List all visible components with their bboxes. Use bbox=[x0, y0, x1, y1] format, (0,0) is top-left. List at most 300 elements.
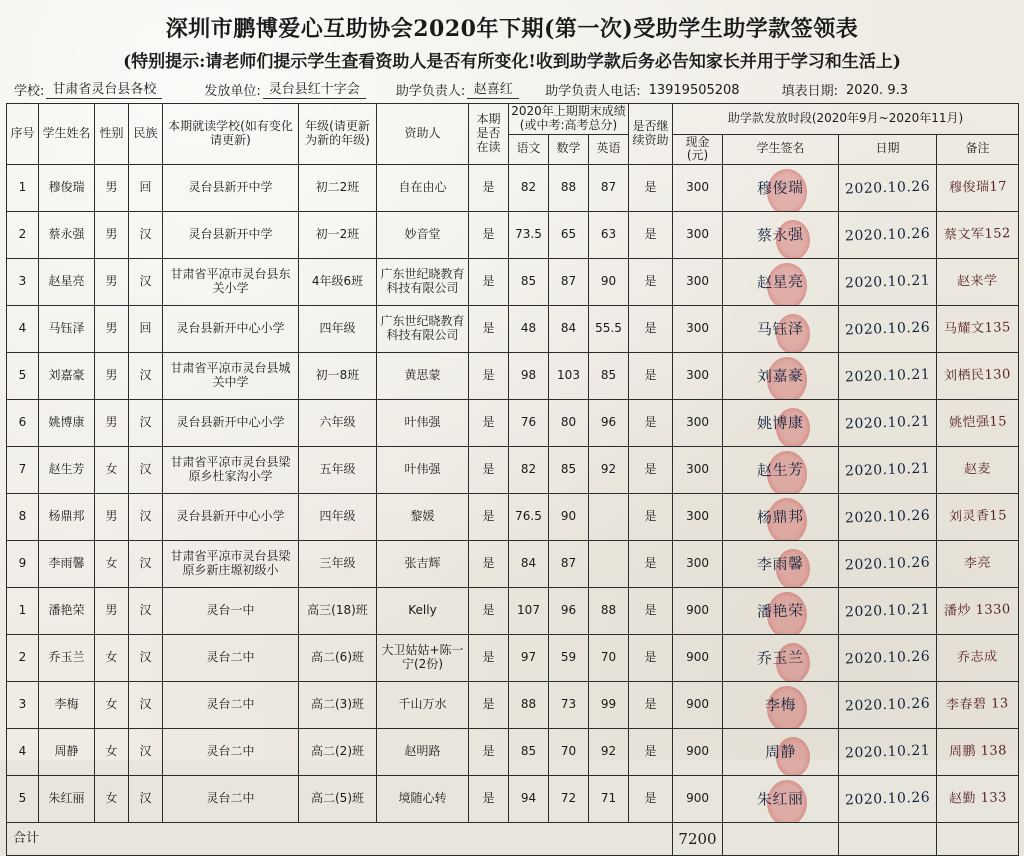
date-text: 2020.10.21 bbox=[844, 742, 931, 762]
cell-date bbox=[839, 212, 937, 259]
cell-date bbox=[839, 259, 937, 306]
date-text: 2020.10.21 bbox=[844, 272, 931, 292]
cell-ethnicity: 回 bbox=[129, 306, 163, 353]
cell-index: 5 bbox=[7, 776, 39, 823]
cell-remark bbox=[937, 776, 1019, 823]
cell-cash: 300 bbox=[673, 541, 723, 588]
cell-sponsor: 叶伟强 bbox=[377, 400, 469, 447]
cell-index: 5 bbox=[7, 353, 39, 400]
total-label: 合计 bbox=[7, 823, 673, 856]
cell-cash: 300 bbox=[673, 447, 723, 494]
table-row bbox=[7, 588, 1019, 635]
cell-grade: 三年级 bbox=[299, 541, 377, 588]
cell-chinese: 48 bbox=[509, 306, 549, 353]
cell-sponsor: 自在由心 bbox=[377, 165, 469, 212]
cell-sponsor: 千山万水 bbox=[377, 682, 469, 729]
cell-chinese: 76 bbox=[509, 400, 549, 447]
remark-text: 乔志成 bbox=[957, 649, 998, 666]
cell-english: 99 bbox=[589, 682, 629, 729]
cell-ethnicity: 汉 bbox=[129, 494, 163, 541]
cell-grade: 高三(18)班 bbox=[299, 588, 377, 635]
cell-grade: 六年级 bbox=[299, 400, 377, 447]
remark-text: 刘灵香15 bbox=[948, 507, 1007, 525]
th-scores-group: 2020年上期期末成绩(或中考:高考总分) bbox=[509, 104, 629, 135]
cell-school: 灵台二中 bbox=[163, 729, 299, 776]
cell-remark bbox=[937, 353, 1019, 400]
cell-grade: 高二(5)班 bbox=[299, 776, 377, 823]
cell-grade: 四年级 bbox=[299, 306, 377, 353]
remark-text: 赵勤 133 bbox=[948, 789, 1007, 807]
cell-english: 71 bbox=[589, 776, 629, 823]
table-row bbox=[7, 729, 1019, 776]
cell-enrolled: 是 bbox=[469, 635, 509, 682]
table-row bbox=[7, 447, 1019, 494]
page-subtitle: (特别提示:请老师们提示学生查看资助人是否有所变化!收到助学款后务必告知家长并用于学习和生活上) bbox=[123, 52, 901, 72]
cell-sponsor: 境随心转 bbox=[377, 776, 469, 823]
remark-text: 马耀文135 bbox=[943, 319, 1012, 337]
cell-sponsor: 叶伟强 bbox=[377, 447, 469, 494]
cell-chinese: 76.5 bbox=[509, 494, 549, 541]
cell-signature bbox=[723, 165, 839, 212]
cell-gender: 男 bbox=[95, 212, 129, 259]
cell-cash: 300 bbox=[673, 259, 723, 306]
cell-sponsor: 广东世纪晓教育科技有限公司 bbox=[377, 306, 469, 353]
cell-signature bbox=[723, 259, 839, 306]
cell-math: 59 bbox=[549, 635, 589, 682]
cell-english: 85 bbox=[589, 353, 629, 400]
total-amount: 7200 bbox=[673, 823, 723, 856]
cell-grade: 高二(6)班 bbox=[299, 635, 377, 682]
cell-enrolled: 是 bbox=[469, 165, 509, 212]
cell-signature bbox=[723, 588, 839, 635]
signature-text: 蔡永强 bbox=[757, 224, 804, 245]
cell-continue: 是 bbox=[629, 306, 673, 353]
cell-gender: 女 bbox=[95, 447, 129, 494]
cell-grade: 五年级 bbox=[299, 447, 377, 494]
cell-index: 3 bbox=[7, 259, 39, 306]
cell-math: 90 bbox=[549, 494, 589, 541]
date-text: 2020.10.26 bbox=[844, 554, 931, 574]
student-grant-table bbox=[6, 103, 1019, 856]
date-text: 2020.10.26 bbox=[844, 319, 931, 339]
cell-chinese: 82 bbox=[509, 447, 549, 494]
meta-phone-value: 13919505208 bbox=[648, 83, 740, 98]
date-text: 2020.10.21 bbox=[844, 413, 931, 433]
cell-sponsor: 张吉辉 bbox=[377, 541, 469, 588]
signature-text: 杨鼎邦 bbox=[757, 506, 804, 527]
cell-english: 63 bbox=[589, 212, 629, 259]
cell-remark bbox=[937, 447, 1019, 494]
meta-school-value: 甘肃省灵台县各校 bbox=[46, 78, 162, 99]
cell-remark bbox=[937, 259, 1019, 306]
cell-chinese: 85 bbox=[509, 259, 549, 306]
th-signature: 学生签名 bbox=[723, 134, 839, 165]
th-enrolled: 本期是否在读 bbox=[469, 104, 509, 165]
cell-continue: 是 bbox=[629, 165, 673, 212]
cell-english bbox=[589, 494, 629, 541]
signature-text: 刘嘉豪 bbox=[757, 365, 804, 386]
th-continue: 是否继续资助 bbox=[629, 104, 673, 165]
cell-date bbox=[839, 541, 937, 588]
meta-issuer-label: 发放单位: bbox=[204, 84, 261, 99]
cell-math: 103 bbox=[549, 353, 589, 400]
cell-index: 1 bbox=[7, 165, 39, 212]
cell-sponsor: 黎媛 bbox=[377, 494, 469, 541]
cell-ethnicity: 汉 bbox=[129, 588, 163, 635]
meta-phone bbox=[545, 80, 745, 99]
cell-school: 灵台县新开中心小学 bbox=[163, 400, 299, 447]
cell-sponsor: 妙音堂 bbox=[377, 212, 469, 259]
cell-signature bbox=[723, 635, 839, 682]
cell-school: 灵台一中 bbox=[163, 588, 299, 635]
cell-index: 1 bbox=[7, 588, 39, 635]
cell-enrolled: 是 bbox=[469, 353, 509, 400]
table-row bbox=[7, 400, 1019, 447]
signature-text: 李梅 bbox=[764, 695, 797, 714]
signature-text: 周静 bbox=[764, 742, 797, 761]
th-gender: 性别 bbox=[95, 104, 129, 165]
date-text: 2020.10.26 bbox=[844, 178, 931, 198]
cell-date bbox=[839, 165, 937, 212]
cell-continue: 是 bbox=[629, 541, 673, 588]
cell-date bbox=[839, 494, 937, 541]
cell-cash: 900 bbox=[673, 588, 723, 635]
cell-name: 姚博康 bbox=[39, 400, 95, 447]
cell-sponsor: 黄思蒙 bbox=[377, 353, 469, 400]
date-text: 2020.10.26 bbox=[844, 648, 931, 668]
cell-date bbox=[839, 776, 937, 823]
remark-text: 姚恺强15 bbox=[948, 413, 1007, 431]
signature-text: 朱红丽 bbox=[757, 788, 804, 809]
cell-remark bbox=[937, 306, 1019, 353]
cell-ethnicity: 汉 bbox=[129, 729, 163, 776]
cell-date bbox=[839, 447, 937, 494]
cell-date bbox=[839, 635, 937, 682]
cell-school: 甘肃省平凉市灵台县东关小学 bbox=[163, 259, 299, 306]
cell-remark bbox=[937, 165, 1019, 212]
cell-remark bbox=[937, 212, 1019, 259]
cell-chinese: 85 bbox=[509, 729, 549, 776]
cell-school: 灵台二中 bbox=[163, 682, 299, 729]
cell-enrolled: 是 bbox=[469, 494, 509, 541]
cell-english: 87 bbox=[589, 165, 629, 212]
cell-remark bbox=[937, 541, 1019, 588]
date-text: 2020.10.26 bbox=[844, 695, 931, 715]
table-row bbox=[7, 259, 1019, 306]
meta-issuer bbox=[204, 78, 365, 99]
cell-math: 87 bbox=[549, 541, 589, 588]
cell-date bbox=[839, 682, 937, 729]
table-row bbox=[7, 306, 1019, 353]
meta-fill-date bbox=[782, 80, 914, 99]
signature-text: 马钰泽 bbox=[757, 318, 804, 339]
cell-index: 4 bbox=[7, 729, 39, 776]
cell-ethnicity: 汉 bbox=[129, 353, 163, 400]
cell-date bbox=[839, 306, 937, 353]
table-row bbox=[7, 682, 1019, 729]
cell-continue: 是 bbox=[629, 494, 673, 541]
cell-signature bbox=[723, 729, 839, 776]
meta-officer-value: 赵喜红 bbox=[467, 78, 519, 99]
cell-grade: 初一8班 bbox=[299, 353, 377, 400]
cell-index: 6 bbox=[7, 400, 39, 447]
cell-name: 潘艳荣 bbox=[39, 588, 95, 635]
cell-math: 84 bbox=[549, 306, 589, 353]
remark-text: 周鹏 138 bbox=[948, 742, 1007, 760]
meta-school-label: 学校: bbox=[14, 84, 45, 99]
cell-remark bbox=[937, 682, 1019, 729]
cell-cash: 300 bbox=[673, 400, 723, 447]
th-remark: 备注 bbox=[937, 134, 1019, 165]
th-school: 本期就读学校(如有变化请更新) bbox=[163, 104, 299, 165]
meta-officer-label: 助学负责人: bbox=[395, 84, 466, 99]
date-text: 2020.10.26 bbox=[844, 225, 931, 245]
remark-text: 潘炒 1330 bbox=[943, 601, 1012, 619]
table-total-row bbox=[7, 823, 1019, 856]
cell-continue: 是 bbox=[629, 682, 673, 729]
cell-gender: 女 bbox=[95, 635, 129, 682]
page-title: 深圳市鹏博爱心互助协会2020年下期(第一次)受助学生助学款签领表 bbox=[165, 16, 859, 42]
date-text: 2020.10.26 bbox=[844, 507, 931, 527]
cell-school: 灵台县新开中学 bbox=[163, 165, 299, 212]
cell-grade: 初二2班 bbox=[299, 165, 377, 212]
cell-english: 92 bbox=[589, 447, 629, 494]
th-score-chinese: 语文 bbox=[509, 134, 549, 165]
cell-signature bbox=[723, 306, 839, 353]
cell-remark bbox=[937, 494, 1019, 541]
signature-text: 姚博康 bbox=[757, 412, 804, 433]
cell-sponsor: 赵明路 bbox=[377, 729, 469, 776]
th-payout-group: 助学款发放时段(2020年9月~2020年11月) bbox=[673, 104, 1019, 135]
cell-continue: 是 bbox=[629, 635, 673, 682]
document-meta bbox=[6, 78, 1018, 103]
cell-remark bbox=[937, 729, 1019, 776]
cell-gender: 男 bbox=[95, 353, 129, 400]
cell-chinese: 107 bbox=[509, 588, 549, 635]
cell-gender: 男 bbox=[95, 165, 129, 212]
total-date-blank bbox=[839, 823, 937, 856]
cell-grade: 高二(3)班 bbox=[299, 682, 377, 729]
cell-cash: 300 bbox=[673, 494, 723, 541]
signature-text: 赵生芳 bbox=[757, 459, 804, 480]
cell-ethnicity: 汉 bbox=[129, 776, 163, 823]
cell-name: 朱红丽 bbox=[39, 776, 95, 823]
cell-school: 甘肃省平凉市灵台县梁原乡新庄塬初级小 bbox=[163, 541, 299, 588]
cell-english: 92 bbox=[589, 729, 629, 776]
cell-chinese: 73.5 bbox=[509, 212, 549, 259]
cell-sponsor: 广东世纪晓教育科技有限公司 bbox=[377, 259, 469, 306]
table-row bbox=[7, 776, 1019, 823]
cell-continue: 是 bbox=[629, 400, 673, 447]
cell-signature bbox=[723, 353, 839, 400]
th-date: 日期 bbox=[839, 134, 937, 165]
cell-continue: 是 bbox=[629, 353, 673, 400]
cell-chinese: 97 bbox=[509, 635, 549, 682]
cell-remark bbox=[937, 588, 1019, 635]
cell-index: 9 bbox=[7, 541, 39, 588]
cell-ethnicity: 回 bbox=[129, 165, 163, 212]
cell-index: 3 bbox=[7, 682, 39, 729]
cell-english bbox=[589, 541, 629, 588]
remark-text: 李亮 bbox=[963, 555, 992, 572]
remark-text: 赵麦 bbox=[963, 461, 992, 478]
cell-index: 2 bbox=[7, 635, 39, 682]
cell-enrolled: 是 bbox=[469, 400, 509, 447]
cell-name: 乔玉兰 bbox=[39, 635, 95, 682]
cell-date bbox=[839, 353, 937, 400]
cell-school: 甘肃省平凉市灵台县城关中学 bbox=[163, 353, 299, 400]
table-header-row-1 bbox=[7, 104, 1019, 135]
cell-gender: 女 bbox=[95, 729, 129, 776]
cell-enrolled: 是 bbox=[469, 212, 509, 259]
cell-sponsor: Kelly bbox=[377, 588, 469, 635]
meta-school bbox=[14, 78, 162, 99]
cell-cash: 300 bbox=[673, 165, 723, 212]
th-cash: 现金(元) bbox=[673, 134, 723, 165]
cell-signature bbox=[723, 447, 839, 494]
cell-name: 马钰泽 bbox=[39, 306, 95, 353]
cell-grade: 初一2班 bbox=[299, 212, 377, 259]
cell-chinese: 84 bbox=[509, 541, 549, 588]
table-row bbox=[7, 353, 1019, 400]
th-grade: 年级(请更新为新的年级) bbox=[299, 104, 377, 165]
cell-signature bbox=[723, 212, 839, 259]
cell-school: 灵台县新开中心小学 bbox=[163, 494, 299, 541]
cell-signature bbox=[723, 541, 839, 588]
th-name: 学生姓名 bbox=[39, 104, 95, 165]
cell-math: 88 bbox=[549, 165, 589, 212]
cell-cash: 300 bbox=[673, 212, 723, 259]
cell-enrolled: 是 bbox=[469, 729, 509, 776]
cell-continue: 是 bbox=[629, 588, 673, 635]
remark-text: 李春碧 13 bbox=[945, 695, 1010, 713]
cell-cash: 900 bbox=[673, 729, 723, 776]
cell-continue: 是 bbox=[629, 447, 673, 494]
meta-issuer-value: 灵台县红十字会 bbox=[263, 78, 366, 99]
signature-text: 穆俊瑞 bbox=[757, 177, 804, 198]
date-text: 2020.10.21 bbox=[844, 460, 931, 480]
cell-ethnicity: 汉 bbox=[129, 212, 163, 259]
signature-text: 赵星亮 bbox=[757, 271, 804, 292]
cell-gender: 男 bbox=[95, 259, 129, 306]
cell-continue: 是 bbox=[629, 776, 673, 823]
cell-gender: 男 bbox=[95, 400, 129, 447]
meta-fill-date-value: 2020. 9.3 bbox=[845, 83, 908, 98]
cell-grade: 四年级 bbox=[299, 494, 377, 541]
remark-text: 穆俊瑞17 bbox=[948, 178, 1007, 196]
cell-school: 甘肃省平凉市灵台县梁原乡杜家沟小学 bbox=[163, 447, 299, 494]
cell-school: 灵台县新开中学 bbox=[163, 212, 299, 259]
date-text: 2020.10.21 bbox=[844, 366, 931, 386]
cell-date bbox=[839, 588, 937, 635]
cell-ethnicity: 汉 bbox=[129, 259, 163, 306]
table-row bbox=[7, 165, 1019, 212]
cell-math: 96 bbox=[549, 588, 589, 635]
remark-text: 赵来学 bbox=[957, 273, 998, 290]
cell-school: 灵台二中 bbox=[163, 776, 299, 823]
cell-ethnicity: 汉 bbox=[129, 541, 163, 588]
cell-signature bbox=[723, 682, 839, 729]
cell-ethnicity: 汉 bbox=[129, 682, 163, 729]
cell-ethnicity: 汉 bbox=[129, 635, 163, 682]
cell-math: 87 bbox=[549, 259, 589, 306]
cell-signature bbox=[723, 400, 839, 447]
cell-chinese: 88 bbox=[509, 682, 549, 729]
table-row bbox=[7, 212, 1019, 259]
signature-text: 潘艳荣 bbox=[757, 600, 804, 621]
cell-english: 88 bbox=[589, 588, 629, 635]
cell-enrolled: 是 bbox=[469, 259, 509, 306]
cell-name: 穆俊瑞 bbox=[39, 165, 95, 212]
cell-english: 90 bbox=[589, 259, 629, 306]
cell-gender: 男 bbox=[95, 306, 129, 353]
cell-enrolled: 是 bbox=[469, 306, 509, 353]
th-sponsor: 资助人 bbox=[377, 104, 469, 165]
cell-math: 73 bbox=[549, 682, 589, 729]
cell-math: 85 bbox=[549, 447, 589, 494]
cell-date bbox=[839, 729, 937, 776]
table-row bbox=[7, 541, 1019, 588]
cell-english: 55.5 bbox=[589, 306, 629, 353]
cell-gender: 男 bbox=[95, 494, 129, 541]
meta-phone-label: 助学负责人电话: bbox=[545, 84, 641, 99]
cell-continue: 是 bbox=[629, 212, 673, 259]
th-index: 序号 bbox=[7, 104, 39, 165]
cell-sponsor: 大卫姑姑+陈一宁(2份) bbox=[377, 635, 469, 682]
table-row bbox=[7, 635, 1019, 682]
table-body bbox=[7, 165, 1019, 856]
cell-name: 李梅 bbox=[39, 682, 95, 729]
cell-name: 刘嘉豪 bbox=[39, 353, 95, 400]
cell-gender: 女 bbox=[95, 776, 129, 823]
cell-math: 80 bbox=[549, 400, 589, 447]
cell-name: 蔡永强 bbox=[39, 212, 95, 259]
cell-school: 灵台县新开中心小学 bbox=[163, 306, 299, 353]
cell-chinese: 98 bbox=[509, 353, 549, 400]
cell-grade: 高二(2)班 bbox=[299, 729, 377, 776]
remark-text: 蔡文军152 bbox=[943, 225, 1012, 243]
cell-enrolled: 是 bbox=[469, 447, 509, 494]
cell-cash: 300 bbox=[673, 353, 723, 400]
cell-cash: 900 bbox=[673, 635, 723, 682]
cell-enrolled: 是 bbox=[469, 588, 509, 635]
cell-english: 96 bbox=[589, 400, 629, 447]
th-score-math: 数学 bbox=[549, 134, 589, 165]
date-text: 2020.10.21 bbox=[844, 601, 931, 621]
th-ethnicity: 民族 bbox=[129, 104, 163, 165]
cell-remark bbox=[937, 635, 1019, 682]
cell-index: 8 bbox=[7, 494, 39, 541]
cell-gender: 女 bbox=[95, 682, 129, 729]
cell-cash: 900 bbox=[673, 776, 723, 823]
cell-math: 65 bbox=[549, 212, 589, 259]
signature-text: 李雨馨 bbox=[757, 553, 804, 574]
meta-fill-date-label: 填表日期: bbox=[781, 84, 838, 99]
th-score-english: 英语 bbox=[589, 134, 629, 165]
cell-math: 70 bbox=[549, 729, 589, 776]
remark-text: 刘栖民130 bbox=[943, 366, 1012, 384]
table-row bbox=[7, 494, 1019, 541]
cell-gender: 女 bbox=[95, 541, 129, 588]
cell-ethnicity: 汉 bbox=[129, 400, 163, 447]
cell-date bbox=[839, 400, 937, 447]
cell-math: 72 bbox=[549, 776, 589, 823]
cell-continue: 是 bbox=[629, 259, 673, 306]
total-signature-blank bbox=[723, 823, 839, 856]
cell-ethnicity: 汉 bbox=[129, 447, 163, 494]
cell-chinese: 94 bbox=[509, 776, 549, 823]
cell-name: 杨鼎邦 bbox=[39, 494, 95, 541]
